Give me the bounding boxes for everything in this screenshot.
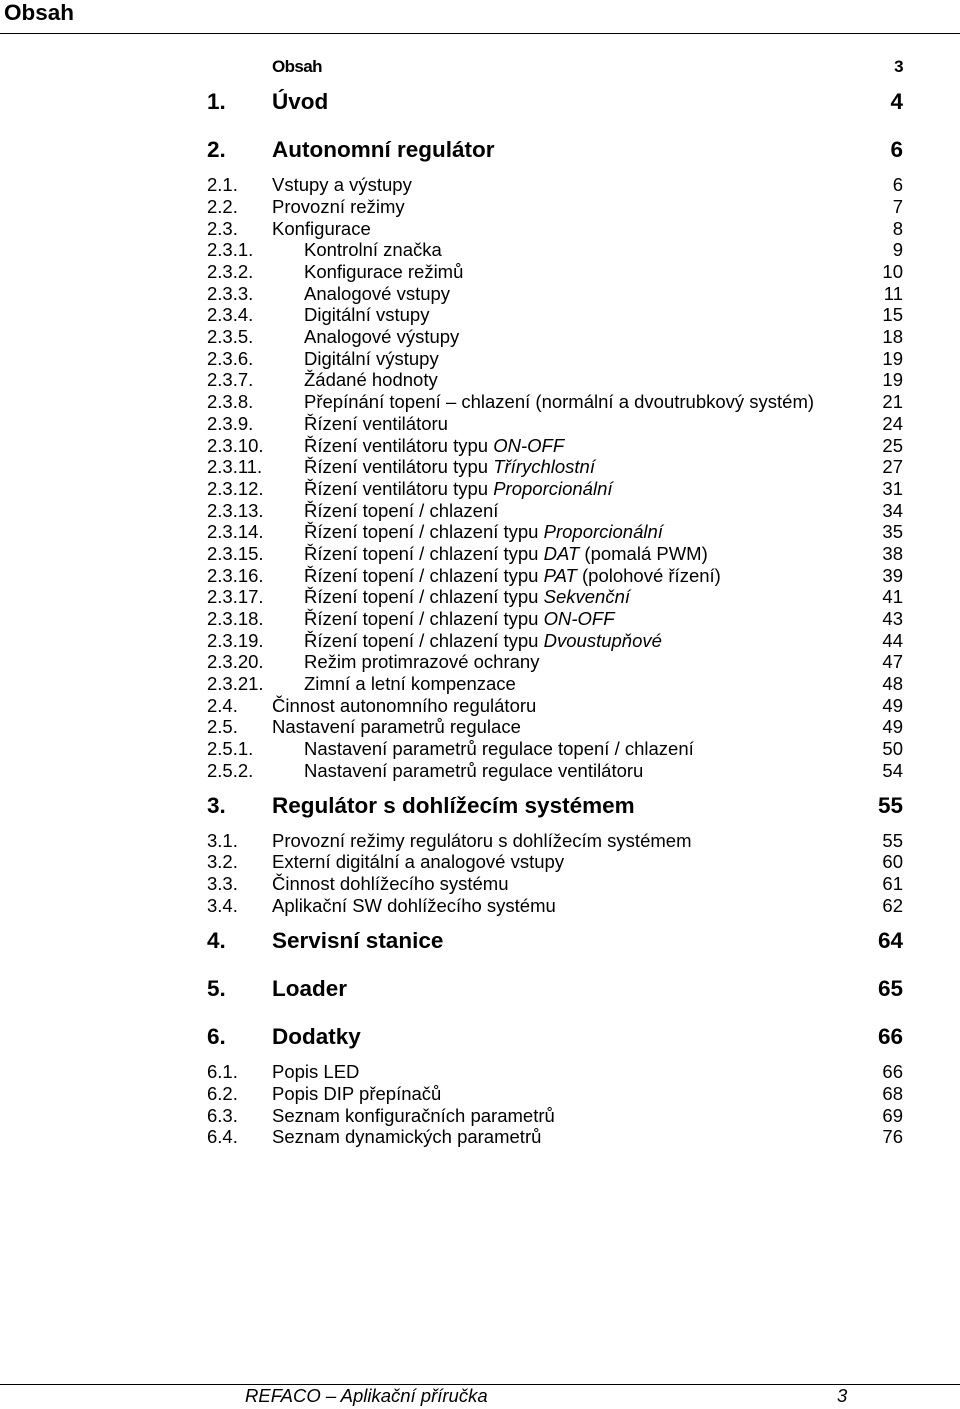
toc-entry[interactable] <box>207 521 903 543</box>
toc-chapter-entry[interactable] <box>207 126 903 174</box>
page-header <box>0 0 960 34</box>
toc-entry-title <box>304 673 516 695</box>
toc-entry-number: 2.2. <box>207 195 238 217</box>
toc-entry-number: 2. <box>207 137 226 163</box>
toc-entry-page-number: 38 <box>882 542 903 564</box>
toc-entry-title-text: Provozní režimy regulátoru s dohlížecím systémem <box>272 829 692 851</box>
toc-entry-page-number: 11 <box>883 282 903 304</box>
toc-entry-title-emphasis: ON-OFF <box>543 608 615 629</box>
toc-entry-number: 2.3.15. <box>207 542 264 564</box>
toc-entry-title <box>272 1126 541 1148</box>
footer-page-number: 3 <box>837 1385 848 1406</box>
toc-entry-title <box>304 435 564 457</box>
toc-entry-page-number: 65 <box>877 975 903 1001</box>
toc-entry-title-text: (pomalá PWM) <box>579 542 708 564</box>
toc-entry-title-text: Seznam konfiguračních parametrů <box>272 1104 555 1126</box>
toc-entry-title-text: Dodatky <box>272 1024 361 1050</box>
toc-entry-title <box>304 283 450 305</box>
toc-entry-title-emphasis: Dvoustupňové <box>543 629 662 651</box>
toc-entry[interactable] <box>207 543 903 565</box>
toc-entry-number: 2.3.18. <box>207 608 264 629</box>
toc-entry-title-text: Analogové výstupy <box>304 326 460 348</box>
toc-entry[interactable] <box>207 1061 903 1083</box>
toc-entry-number: 6.4. <box>207 1126 238 1148</box>
toc-entry-number: 5. <box>207 975 226 1001</box>
toc-entry-number: 6. <box>207 1024 226 1050</box>
toc-entry-number: 2.3.16. <box>207 564 264 586</box>
toc-entry-title-text: Kontrolní značka <box>304 239 442 261</box>
toc-entry-title <box>272 895 556 917</box>
toc-entry-title <box>304 651 539 673</box>
toc-entry-title-text: Nastavení parametrů regulace <box>272 716 521 738</box>
toc-entry-title-text: Řízení topení / chlazení typu <box>304 586 544 608</box>
toc-entry[interactable] <box>207 174 903 196</box>
toc-entry-title <box>272 851 564 873</box>
toc-entry-number: 2.3.13. <box>207 499 264 521</box>
toc-entry-title-text: Nastavení parametrů regulace topení / chlazení <box>304 738 694 760</box>
toc-entry-title <box>304 456 595 478</box>
toc-entry-number: 2.3.21. <box>207 673 264 695</box>
toc-entry-page-number: 31 <box>882 477 903 499</box>
toc-entry-title <box>272 716 521 738</box>
toc-entry-title <box>272 56 322 78</box>
toc-entry-title <box>304 326 459 348</box>
toc-entry-title <box>272 1025 361 1049</box>
toc-entry-title <box>272 138 494 162</box>
toc-entry-title-text: Popis DIP přepínačů <box>272 1083 442 1105</box>
toc-entry-title-text: (polohové řízení) <box>576 564 721 586</box>
toc-entry-title <box>304 304 429 326</box>
toc-entry-title <box>304 565 721 587</box>
toc-entry-page-number: 7 <box>892 195 903 217</box>
toc-entry[interactable] <box>207 830 903 852</box>
toc-entry-title-text: Žádané hodnoty <box>304 369 438 391</box>
toc-entry[interactable] <box>207 304 903 326</box>
toc-entry-number: 2.3.8. <box>207 391 254 413</box>
toc-entry[interactable] <box>207 196 903 218</box>
toc-entry-title-text: Autonomní regulátor <box>272 137 495 163</box>
toc-entry-number: 2.5.1. <box>207 738 254 760</box>
toc-entry[interactable] <box>207 608 903 630</box>
toc-entry-title-text: Řízení topení / chlazení typu <box>304 542 544 564</box>
toc-entry-number: 2.3. <box>207 217 238 239</box>
table-of-contents <box>207 56 903 1148</box>
toc-entry-number: 2.3.3. <box>207 282 254 304</box>
toc-entry-number: 2.3.5. <box>207 326 254 348</box>
toc-entry[interactable] <box>207 478 903 500</box>
toc-entry[interactable] <box>207 716 903 738</box>
toc-entry-number: 2.3.10. <box>207 434 264 456</box>
toc-entry-number: 2.5. <box>207 716 238 738</box>
toc-entry-page-number: 35 <box>882 521 903 543</box>
toc-entry-title <box>272 1061 359 1083</box>
footer-document-title: REFACO – Aplikační příručka <box>245 1385 488 1406</box>
toc-entry-title <box>272 1105 555 1127</box>
toc-entry[interactable] <box>207 456 903 478</box>
toc-entry-number: 6.1. <box>207 1061 238 1083</box>
toc-entry-title <box>304 239 442 261</box>
toc-entry-title-emphasis: ON-OFF <box>493 434 565 456</box>
toc-entry-title <box>304 348 439 370</box>
toc-entry-title <box>304 738 694 760</box>
toc-entry[interactable] <box>207 1126 903 1148</box>
toc-entry-page-number: 4 <box>890 88 903 114</box>
toc-entry[interactable] <box>207 738 903 760</box>
toc-entry[interactable] <box>207 651 903 673</box>
toc-entry-number: 6.3. <box>207 1104 238 1126</box>
toc-entry-page-number: 25 <box>882 434 903 456</box>
toc-entry-number: 3.2. <box>207 851 238 873</box>
toc-entry-number: 2.5.2. <box>207 759 254 781</box>
toc-entry-title-text: Úvod <box>272 88 329 114</box>
toc-entry-title <box>304 500 498 522</box>
toc-entry-title-text: Řízení ventilátoru <box>304 412 448 434</box>
toc-entry-title-text: Řízení ventilátoru typu <box>304 456 494 478</box>
toc-entry-number: 3. <box>207 792 226 818</box>
toc-entry-number: 2.3.1. <box>207 239 254 261</box>
toc-entry-page-number: 6 <box>890 137 903 163</box>
toc-entry-page-number: 34 <box>882 499 903 521</box>
toc-entry-title-text: Řízení ventilátoru typu <box>304 434 494 456</box>
toc-entry[interactable] <box>207 586 903 608</box>
toc-entry-page-number: 27 <box>882 456 903 478</box>
toc-entry-number: 4. <box>207 927 226 953</box>
toc-entry-page-number: 50 <box>882 738 903 760</box>
toc-entry-number: 2.3.9. <box>207 412 254 434</box>
toc-entry-number: 2.3.14. <box>207 521 264 543</box>
toc-chapter-entry[interactable] <box>207 1013 903 1061</box>
toc-entry-page-number: 39 <box>882 564 903 586</box>
toc-entry[interactable] <box>207 239 903 261</box>
toc-entry-page-number: 21 <box>882 391 903 413</box>
toc-entry-title <box>304 261 463 283</box>
toc-entry-page-number: 69 <box>882 1104 903 1126</box>
toc-entry-page-number: 8 <box>892 217 903 239</box>
toc-entry-number: 2.1. <box>207 174 238 196</box>
toc-entry-page-number: 43 <box>882 608 903 629</box>
toc-entry-page-number: 48 <box>882 673 903 695</box>
toc-entry-title-text: Řízení topení / chlazení typu <box>304 608 544 629</box>
toc-entry-title <box>304 413 448 435</box>
toc-entry-page-number: 68 <box>882 1083 903 1105</box>
toc-entry[interactable] <box>207 435 903 457</box>
toc-entry-page-number: 44 <box>882 629 903 651</box>
toc-entry-title-text: Zimní a letní kompenzace <box>304 673 516 695</box>
toc-entry[interactable] <box>207 413 903 435</box>
toc-entry-title-text: Nastavení parametrů regulace ventilátoru <box>304 759 644 781</box>
toc-entry-title-text: Digitální vstupy <box>304 304 430 326</box>
toc-entry[interactable] <box>207 1083 903 1105</box>
toc-entry-title <box>304 391 814 413</box>
toc-entry[interactable] <box>207 391 903 413</box>
toc-entry-title-text: Konfigurace režimů <box>304 261 464 282</box>
toc-entry-title-text: Řízení ventilátoru typu <box>304 477 494 499</box>
toc-entry-title-text: Řízení topení / chlazení <box>304 499 499 521</box>
toc-entry-number: 2.3.2. <box>207 261 254 282</box>
toc-entry[interactable] <box>207 283 903 305</box>
toc-entry-page-number: 9 <box>892 239 903 261</box>
toc-entry[interactable] <box>207 218 903 240</box>
toc-entry-title-text: Analogové vstupy <box>304 282 451 304</box>
toc-entry-title <box>272 977 347 1001</box>
toc-entry-page-number: 18 <box>882 326 903 348</box>
toc-entry[interactable] <box>207 760 903 782</box>
toc-entry-title <box>272 218 371 240</box>
toc-entry-page-number: 66 <box>882 1061 903 1083</box>
toc-entry-title-text: Řízení topení / chlazení typu <box>304 629 544 651</box>
toc-entry-title-text: Popis LED <box>272 1061 360 1083</box>
toc-entry-page-number: 61 <box>882 873 903 895</box>
toc-entry-title <box>272 174 412 196</box>
page-header-title: Obsah <box>4 0 75 25</box>
toc-entry[interactable] <box>207 326 903 348</box>
toc-entry-number: 2.4. <box>207 694 238 716</box>
toc-entry-title <box>272 90 328 114</box>
toc-entry-title-emphasis: Sekvenční <box>543 586 631 608</box>
toc-entry-title-text: Režim protimrazové ochrany <box>304 651 540 673</box>
toc-entry-title-text: Seznam dynamických parametrů <box>272 1126 542 1148</box>
toc-entry[interactable] <box>207 500 903 522</box>
toc-entry[interactable] <box>207 261 903 283</box>
toc-entry-title <box>272 929 443 953</box>
toc-entry-page-number: 47 <box>882 651 903 673</box>
toc-entry-title-text: Digitální výstupy <box>304 347 439 369</box>
toc-entry-title-emphasis: DAT <box>543 542 580 564</box>
toc-entry-title-emphasis: Třírychlostní <box>493 456 595 478</box>
toc-entry-title-text: Externí digitální a analogové vstupy <box>272 851 565 873</box>
toc-entry-title-emphasis: Proporcionální <box>543 521 663 543</box>
toc-entry-title-emphasis: PAT <box>543 564 577 586</box>
toc-entry-number: 2.3.20. <box>207 651 264 673</box>
toc-entry-title <box>272 794 635 818</box>
toc-entry-title <box>304 521 663 543</box>
toc-entry[interactable] <box>207 895 903 917</box>
toc-entry-number: 6.2. <box>207 1083 238 1105</box>
toc-entry[interactable] <box>207 873 903 895</box>
toc-entry[interactable] <box>207 348 903 370</box>
toc-entry-title-text: Loader <box>272 975 348 1001</box>
toc-entry-title-text: Aplikační SW dohlížecího systému <box>272 894 556 916</box>
toc-chapter-entry[interactable] <box>207 917 903 965</box>
toc-entry-title <box>272 695 536 717</box>
toc-entry[interactable] <box>207 1105 903 1127</box>
toc-entry-title-text: Řízení topení / chlazení typu <box>304 564 544 586</box>
toc-entry-number: 2.3.12. <box>207 477 264 499</box>
toc-entry-page-number: 6 <box>892 174 903 196</box>
toc-entry-title-text: Servisní stanice <box>272 927 444 953</box>
toc-entry-page-number: 41 <box>882 586 903 608</box>
toc-entry-number: 3.3. <box>207 873 238 895</box>
toc-entry-page-number: 62 <box>882 894 903 916</box>
toc-entry-page-number: 60 <box>882 851 903 873</box>
toc-entry-title <box>272 1083 441 1105</box>
toc-entry-number: 2.3.4. <box>207 304 254 326</box>
toc-entry-title <box>272 196 405 218</box>
toc-chapter-entry[interactable] <box>207 965 903 1013</box>
toc-chapter-entry[interactable] <box>207 782 903 830</box>
toc-entry[interactable] <box>207 851 903 873</box>
toc-entry-title <box>272 873 509 895</box>
toc-entry-title-emphasis: Proporcionální <box>493 477 613 499</box>
toc-entry-number: 3.1. <box>207 829 238 851</box>
toc-entry[interactable] <box>207 695 903 717</box>
toc-entry-title <box>304 478 613 500</box>
toc-entry-page-number: 64 <box>877 927 903 953</box>
toc-entry-page-number: 76 <box>882 1126 903 1148</box>
toc-entry-number: 2.3.6. <box>207 347 254 369</box>
toc-entry-page-number: 55 <box>882 829 903 851</box>
toc-entry[interactable] <box>207 56 903 78</box>
toc-entry-page-number: 19 <box>882 369 903 391</box>
toc-entry-title-text: Provozní režimy <box>272 195 405 217</box>
toc-entry-title <box>304 369 438 391</box>
toc-entry[interactable] <box>207 673 903 695</box>
toc-entry-title-text: Konfigurace <box>272 217 371 239</box>
toc-entry-title <box>304 543 708 565</box>
toc-entry-title-text: Řízení topení / chlazení typu <box>304 521 544 543</box>
toc-entry-number: 2.3.11. <box>207 456 263 478</box>
toc-entry-page-number: 10 <box>882 261 903 282</box>
toc-entry-page-number: 66 <box>877 1024 903 1050</box>
toc-entry-title <box>304 760 643 782</box>
toc-entry-title-text: Přepínání topení – chlazení (normální a dvoutrubkový systém) <box>304 391 815 413</box>
toc-entry-number: 2.3.19. <box>207 629 264 651</box>
toc-entry-title <box>304 608 615 630</box>
toc-entry-page-number: 24 <box>882 412 903 434</box>
toc-entry-page-number: 49 <box>882 694 903 716</box>
toc-entry-title-text: Obsah <box>272 57 322 76</box>
toc-entry-title-text: Činnost autonomního regulátoru <box>272 694 537 716</box>
toc-entry-page-number: 54 <box>882 759 903 781</box>
toc-entry-page-number: 55 <box>877 792 903 818</box>
toc-entry-title-text: Vstupy a výstupy <box>272 174 412 196</box>
toc-entry-title <box>272 830 691 852</box>
toc-entry[interactable] <box>207 565 903 587</box>
toc-entry-title-text: Regulátor s dohlížecím systémem <box>272 792 635 818</box>
toc-entry-number: 2.3.17. <box>207 586 264 608</box>
toc-entry-title <box>304 630 662 652</box>
toc-entry[interactable] <box>207 369 903 391</box>
toc-entry[interactable] <box>207 630 903 652</box>
toc-entry-title-text: Činnost dohlížecího systému <box>272 873 509 895</box>
toc-entry-page-number: 3 <box>894 57 903 76</box>
toc-entry-number: 1. <box>207 88 226 114</box>
toc-entry-page-number: 15 <box>882 304 903 326</box>
toc-chapter-entry[interactable] <box>207 78 903 126</box>
toc-entry-number: 3.4. <box>207 894 238 916</box>
toc-entry-number: 2.3.7. <box>207 369 254 391</box>
toc-entry-title <box>304 586 630 608</box>
toc-entry-page-number: 19 <box>882 347 903 369</box>
toc-entry-page-number: 49 <box>882 716 903 738</box>
